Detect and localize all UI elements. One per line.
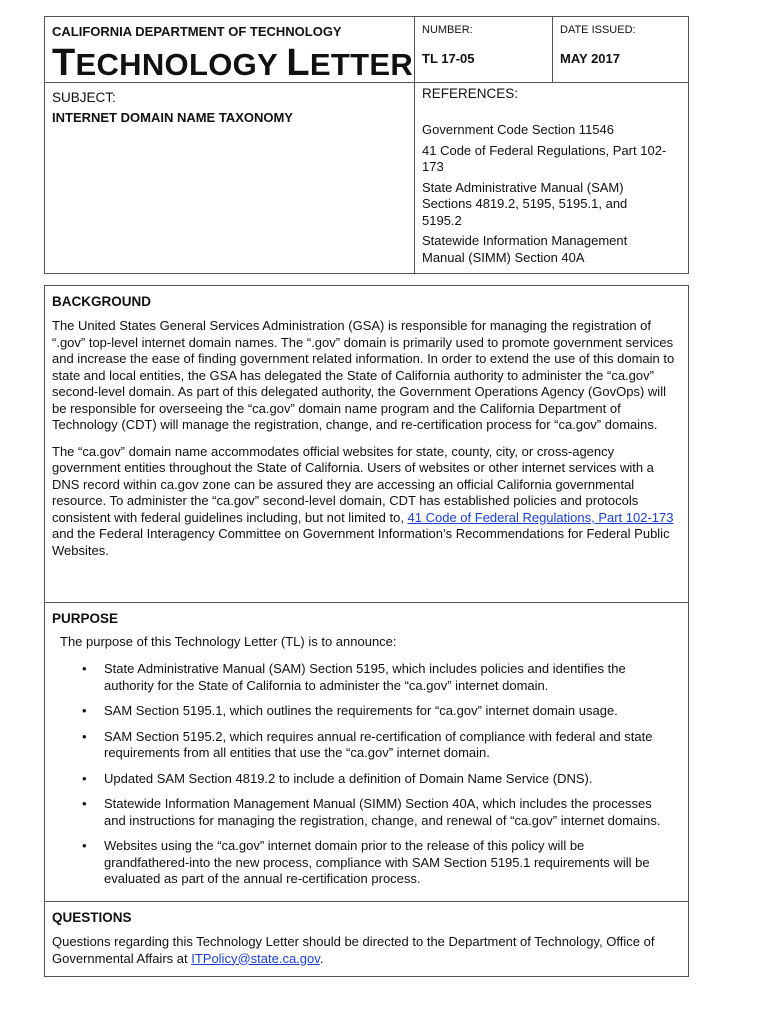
- header-top-border: [44, 16, 689, 17]
- purpose-questions-divider: [44, 901, 689, 902]
- date-issued-label: DATE ISSUED:: [560, 24, 636, 36]
- questions-heading: QUESTIONS: [52, 910, 132, 925]
- bullet-icon: •: [82, 838, 87, 853]
- background-purpose-divider: [44, 602, 689, 603]
- bullet-icon: •: [82, 770, 87, 786]
- reference-item: Government Code Section 11546: [422, 122, 614, 137]
- header-bottom-border: [44, 273, 689, 274]
- subject-value: INTERNET DOMAIN NAME TAXONOMY: [52, 110, 293, 125]
- background-heading: BACKGROUND: [52, 294, 151, 309]
- purpose-bullet-text: State Administrative Manual (SAM) Section 5195, which includes policies and identifies the authority for the State of California to administer the “ca.gov” internet domain.: [104, 661, 626, 693]
- body-right-border: [688, 285, 689, 977]
- subject-label: SUBJECT:: [52, 90, 116, 105]
- bullet-icon: •: [82, 661, 87, 676]
- purpose-bullet-text: SAM Section 5195.2, which requires annual re-certification of compliance with federal and state requirements from all entities that use the “ca.gov” internet domain.: [104, 728, 653, 760]
- questions-body: Questions regarding this Technology Letter should be directed to the Department of Technology, Office of Governmental Affairs at: [52, 934, 655, 966]
- reference-item: 41 Code of Federal Regulations, Part 102-173: [422, 142, 667, 174]
- title-word-technology: ECHNOLOGY: [75, 47, 278, 82]
- body-top-border: [44, 285, 689, 286]
- title-word-letter: ETTER: [309, 47, 414, 82]
- title-initial-t: T: [52, 42, 76, 84]
- body-bottom-border: [44, 976, 689, 977]
- number-label: NUMBER:: [422, 24, 473, 36]
- department-name: CALIFORNIA DEPARTMENT OF TECHNOLOGY: [52, 24, 342, 39]
- purpose-bullet-text: SAM Section 5195.1, which outlines the requirements for “ca.gov” internet domain usage.: [104, 703, 618, 718]
- bullet-icon: •: [82, 703, 87, 718]
- bullet-icon: •: [82, 796, 87, 811]
- bullet-icon: •: [82, 728, 87, 744]
- header-number-date-divider: [552, 16, 553, 82]
- reference-item: Statewide Information Management Manual (SIMM) Section 40A: [422, 233, 628, 265]
- body-left-border: [44, 285, 45, 977]
- purpose-intro: The purpose of this Technology Letter (TL) is to announce:: [60, 634, 397, 649]
- list-item: [52, 771, 670, 788]
- header-mid-divider: [414, 16, 415, 274]
- list-item: [52, 796, 670, 829]
- cfr-link[interactable]: 41 Code of Federal Regulations, Part 102-173: [407, 509, 674, 525]
- header-right-border: [688, 16, 689, 274]
- list-item: [52, 703, 670, 720]
- background-paragraph-1: The United States General Services Administration (GSA) is responsible for managing the registration of “.gov” top-level internet domain names. The “.gov” domain is primarily used to promote government services and increase the ease of finding government related information. In order to extend the use of this domain to state and local entities, the GSA has delegated the State of California authority to administer the “ca.gov” second-level domain. As part of this delegated authority, the Government Operations Agency (GovOps) will be responsible for overseeing the “ca.gov” domain name program and the California Department of Technology (CDT) will manage the registration, change, and re-certification process for “ca.gov” domains.: [52, 318, 675, 432]
- purpose-heading: PURPOSE: [52, 611, 119, 626]
- email-link[interactable]: ITPolicy@state.ca.gov: [191, 950, 320, 966]
- purpose-bullet-text: Statewide Information Management Manual (SIMM) Section 40A, which includes the processes and instructions for managing the registration, change, and renewal of “ca.gov” internet domains.: [104, 796, 661, 828]
- background-paragraph-2: [52, 444, 684, 560]
- list-item: [52, 661, 670, 694]
- background-paragraph-2-text: The “ca.gov” domain name accommodates official websites for state, county, city, or cross-agency government entities throughout the State of California. Users of websites or other internet services with a DNS record within ca.gov zone can be assured they are accessing an official California governmental resource. To administer the “ca.gov” second-level domain, CDT has established policies and protocols consistent with federal guidelines including, but not limited to,: [52, 443, 654, 525]
- number-value: TL 17-05: [422, 51, 475, 66]
- references-label: REFERENCES:: [422, 86, 519, 101]
- reference-item: State Administrative Manual (SAM) Sections 4819.2, 5195, 5195.1, and 5195.2: [422, 179, 628, 228]
- questions-text: [52, 934, 680, 967]
- date-issued-value: MAY 2017: [560, 51, 620, 66]
- background-paragraph-2-tail: and the Federal Interagency Committee on Government Information’s Recommendations for Federal Public Websites.: [52, 526, 670, 558]
- references-list: [422, 122, 672, 266]
- purpose-bullet-text: Websites using the “ca.gov” internet domain prior to the release of this policy will be grandfathered-into the new process, compliance with SAM Section 5195.1 requirements will be evaluated as part of the annual re-certification process.: [104, 838, 650, 886]
- list-item: [52, 729, 670, 762]
- header-left-border: [44, 16, 45, 274]
- purpose-bullet-text: Updated SAM Section 4819.2 to include a definition of Domain Name Service (DNS).: [104, 770, 593, 786]
- document-title: [52, 42, 413, 85]
- list-item: [52, 838, 670, 888]
- background-section: [52, 318, 684, 559]
- title-initial-l: L: [286, 42, 310, 84]
- purpose-bullet-list: [52, 661, 670, 888]
- questions-period: .: [319, 950, 324, 966]
